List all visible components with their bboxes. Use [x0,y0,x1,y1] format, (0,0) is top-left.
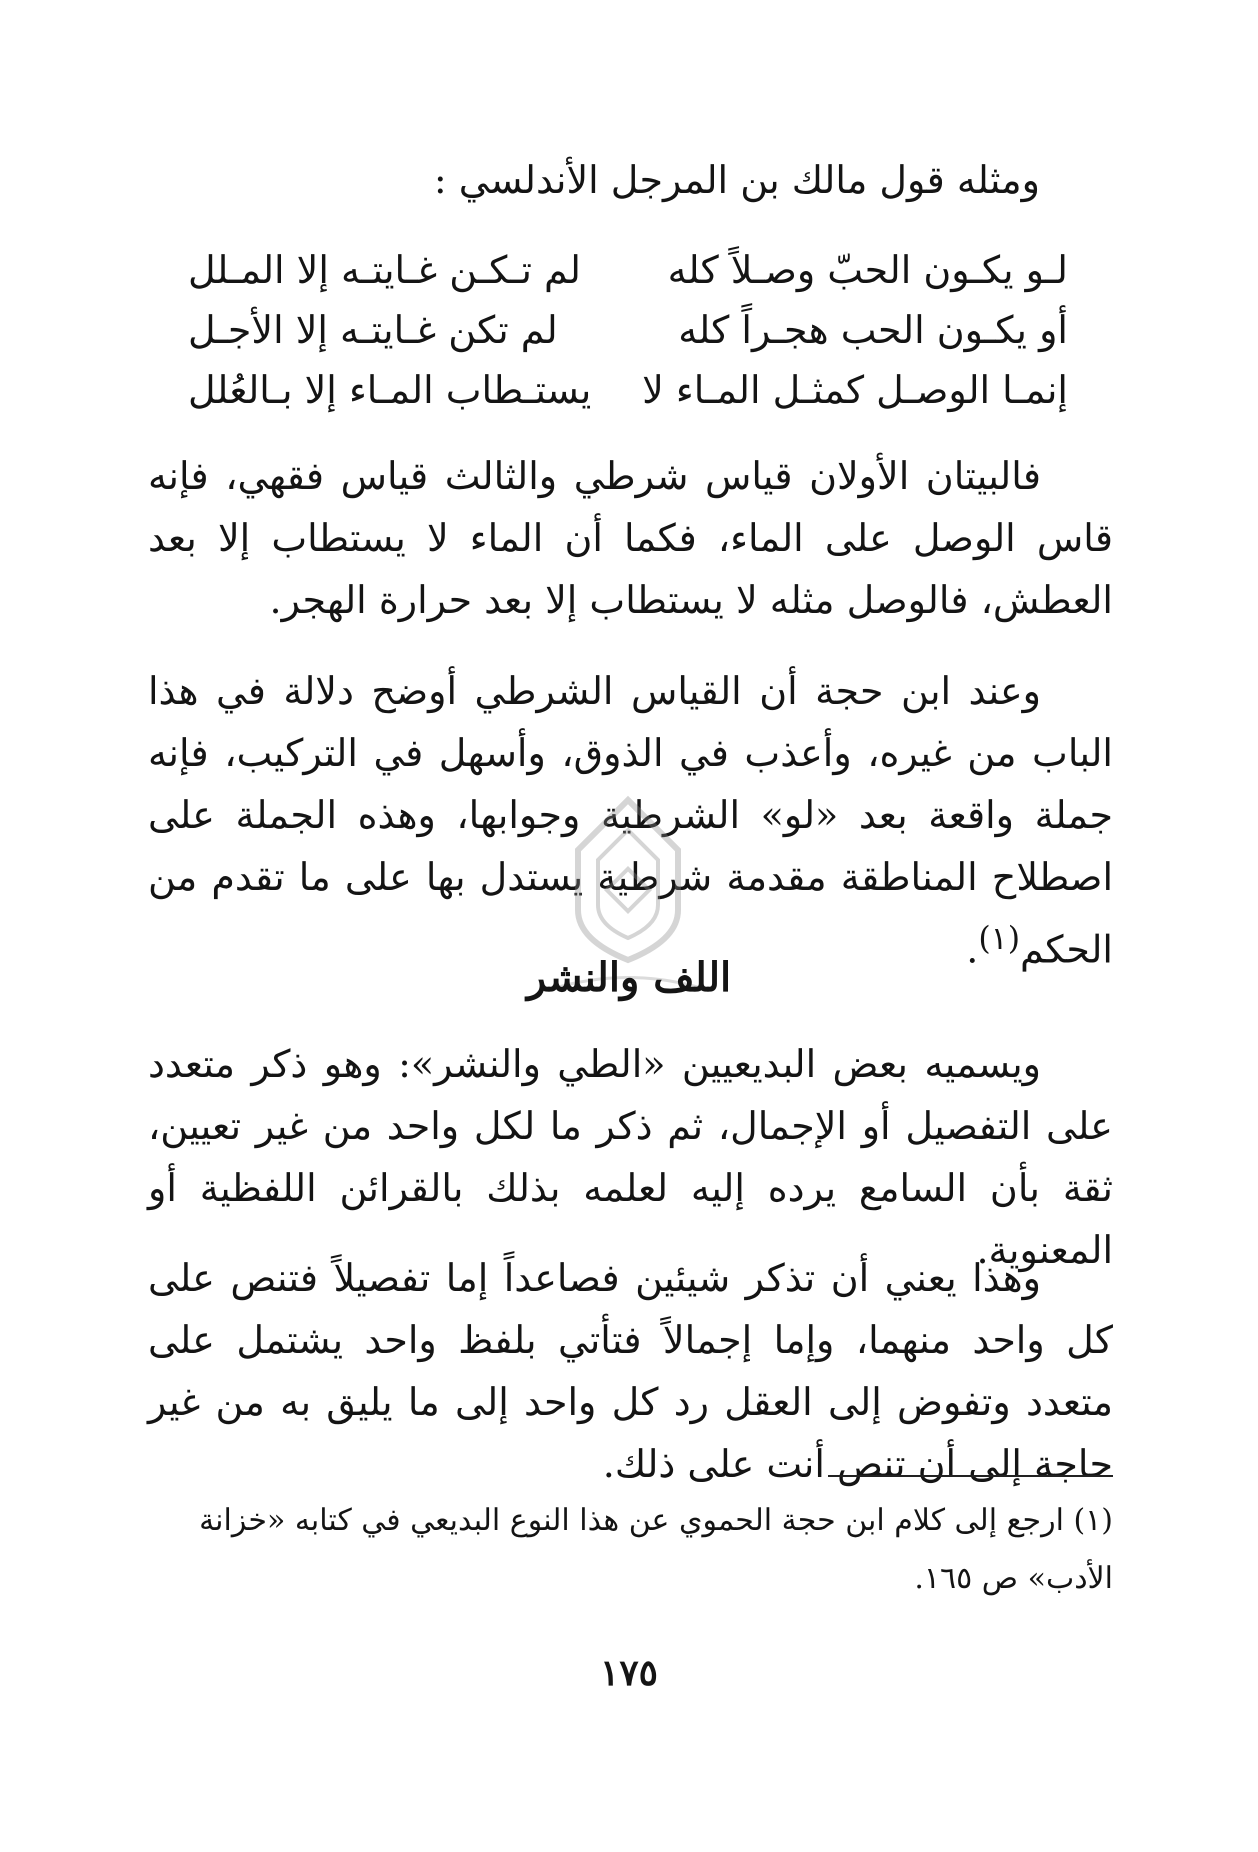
verse-1-first-hemistich: لـو يكـون الحبّ وصـلاً كله [667,248,1068,292]
paragraph-analogy: فالبيتان الأولان قياس شرطي والثالث قياس فقهي، فإنه قاس الوصل على الماء، فكما أن الماء لا يستطاب إلا بعد العطش، فالوصل مثله لا يستطاب إلا بعد حرارة الهجر. [148,454,1113,622]
paragraph-definition: ويسميه بعض البديعيين «الطي والنشر»: وهو ذكر متعدد على التفصيل أو الإجمال، ثم ذكر ما لكل واحد من غير تعيين، ثقة بأن السامع يرده إليه لعلمه بذلك بالقرائن اللفظية أو المعنوية. [148,1042,1113,1272]
poem-verses [188,240,1068,420]
footnote-separator [828,1475,1113,1477]
verse-1-second-hemistich: لم تـكـن غـايتـه إلا المـلل [188,248,581,292]
verse-1 [188,240,1068,300]
verse-2 [188,300,1068,360]
section-heading: اللف والنشر [526,954,732,1001]
paragraph-ibn-hijja-text: وعند ابن حجة أن القياس الشرطي أوضح دلالة في هذا الباب من غيره، وأعذب في الذوق، وأسهل في التركيب، فإنه جملة واقعة بعد «لو» الشرطية وجوابها، وهذه الجملة على اصطلاح المناطقة مقدمة شرطية يستدل بها على ما تقدم من الحكم [148,669,1113,972]
verse-2-first-hemistich: أو يكـون الحب هجـراً كله [678,308,1068,352]
paragraph-ibn-hijja: وعند ابن حجة أن القياس الشرطي أوضح دلالة في هذا الباب من غيره، وأعذب في الذوق، وأسهل في التركيب، فإنه جملة واقعة بعد «لو» الشرطية وجوابها، وهذه الجملة على اصطلاح المناطقة مقدمة شرطية يستدل بها على ما تقدم من الحكم$^{(١)}$. [148,669,1113,972]
verse-3-second-hemistich: يستـطاب المـاء إلا بـالعُلل [188,368,592,412]
footnote: (١) ارجع إلى كلام ابن حجة الحموي عن هذا النوع البديعي في كتابه «خزانة الأدب» ص ١٦٥. [199,1503,1113,1596]
verse-3 [188,360,1068,420]
verse-3-first-hemistich: إنمـا الوصـل كمثـل المـاء لا [642,368,1068,412]
page-number: ١٧٥ [599,1652,658,1694]
paragraph-explanation: وهذا يعني أن تذكر شيئين فصاعداً إما تفصيلاً فتنص على كل واحد منهما، وإما إجمالاً فتأتي بلفظ واحد يشتمل على متعدد وتفوض إلى العقل رد كل واحد إلى ما يليق به من غير حاجة إلى أن تنص أنت على ذلك. [148,1256,1113,1486]
footnote-reference: (١) [978,921,1021,957]
intro-line: ومثله قول مالك بن المرجل الأندلسي : [433,158,1040,202]
verse-2-second-hemistich: لم تكن غـايتـه إلا الأجـل [188,308,558,352]
